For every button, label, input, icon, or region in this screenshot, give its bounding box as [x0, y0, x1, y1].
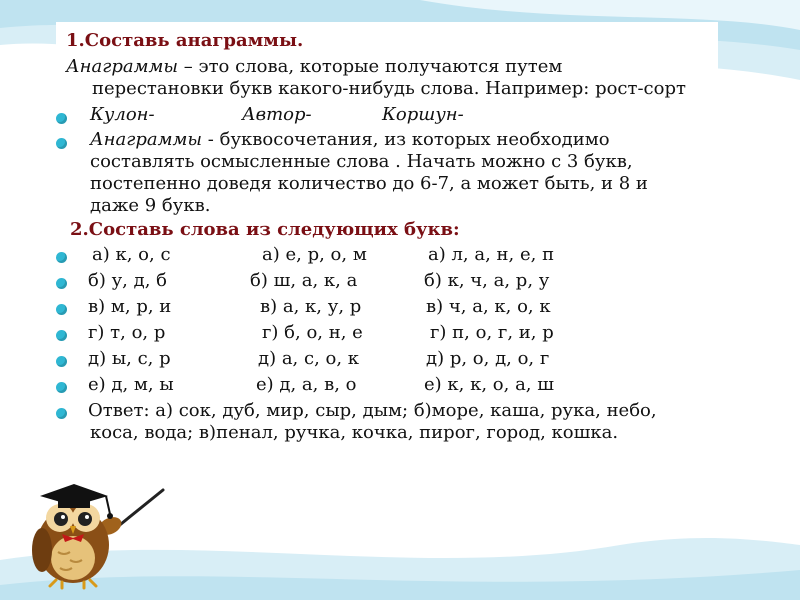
note-line-4: даже 9 букв.: [90, 195, 211, 216]
definition-line-1: [66, 56, 562, 77]
word-korshun: Коршун-: [382, 104, 464, 125]
letters-row-d-1: д) ы, с, р: [88, 348, 171, 369]
owl-teacher-icon: [18, 470, 168, 590]
letters-row-b-2: б) ш, а, к, а: [250, 270, 358, 291]
letters-row-e-2: е) д, а, в, о: [256, 374, 357, 395]
heading-anagrams: 1.Составь анаграммы.: [66, 30, 304, 51]
letters-row-v-3: в) ч, а, к, о, к: [426, 296, 551, 317]
letters-row-e-1: е) д, м, ы: [88, 374, 174, 395]
letters-row-g-1: г) т, о, р: [88, 322, 166, 343]
heading-make-words: 2.Составь слова из следующих букв:: [70, 219, 460, 240]
note-line-2: составлять осмысленные слова . Начать можно с 3 букв,: [90, 151, 633, 172]
bullet: [56, 330, 67, 341]
bullet: [56, 408, 67, 419]
letters-row-a-2: а) е, р, о, м: [262, 244, 367, 265]
note-line-3: постепенно доведя количество до 6-7, а может быть, и 8 и: [90, 173, 648, 194]
note-term: Анаграммы: [90, 129, 203, 150]
definition-term: Анаграммы: [66, 56, 179, 77]
bullet: [56, 382, 67, 393]
definition-text: – это слова, которые получаются путем: [178, 56, 563, 77]
letters-row-g-2: г) б, о, н, е: [262, 322, 363, 343]
letters-row-v-1: в) м, р, и: [88, 296, 172, 317]
letters-row-g-3: г) п, о, г, и, р: [430, 322, 554, 343]
definition-line-2: перестановки букв какого-нибудь слова. Например: рост-сорт: [92, 78, 686, 99]
word-avtor: Автор-: [242, 104, 312, 125]
letters-row-e-3: е) к, к, о, а, ш: [424, 374, 554, 395]
letters-row-a-3: а) л, а, н, е, п: [428, 244, 555, 265]
letters-row-d-3: д) р, о, д, о, г: [426, 348, 550, 369]
bullet: [56, 138, 67, 149]
note-text: - буквосочетания, из которых необходимо: [202, 129, 610, 150]
letters-row-b-3: б) к, ч, а, р, у: [424, 270, 550, 291]
bullet: [56, 252, 67, 263]
letters-row-d-2: д) а, с, о, к: [258, 348, 360, 369]
answer-line-2: коса, вода; в)пенал, ручка, кочка, пирог, город, кошка.: [90, 422, 619, 443]
bullet: [56, 356, 67, 367]
bullet: [56, 278, 67, 289]
letters-row-v-2: в) а, к, у, р: [260, 296, 362, 317]
note-line-1: [90, 129, 610, 150]
letters-row-b-1: б) у, д, б: [88, 270, 167, 291]
letters-row-a-1: а) к, о, с: [92, 244, 171, 265]
word-kulon: Кулон-: [90, 104, 155, 125]
bullet: [56, 304, 67, 315]
bullet: [56, 113, 67, 124]
answer-line-1: Ответ: а) сок, дуб, мир, сыр, дым; б)море, каша, рука, небо,: [88, 400, 657, 421]
